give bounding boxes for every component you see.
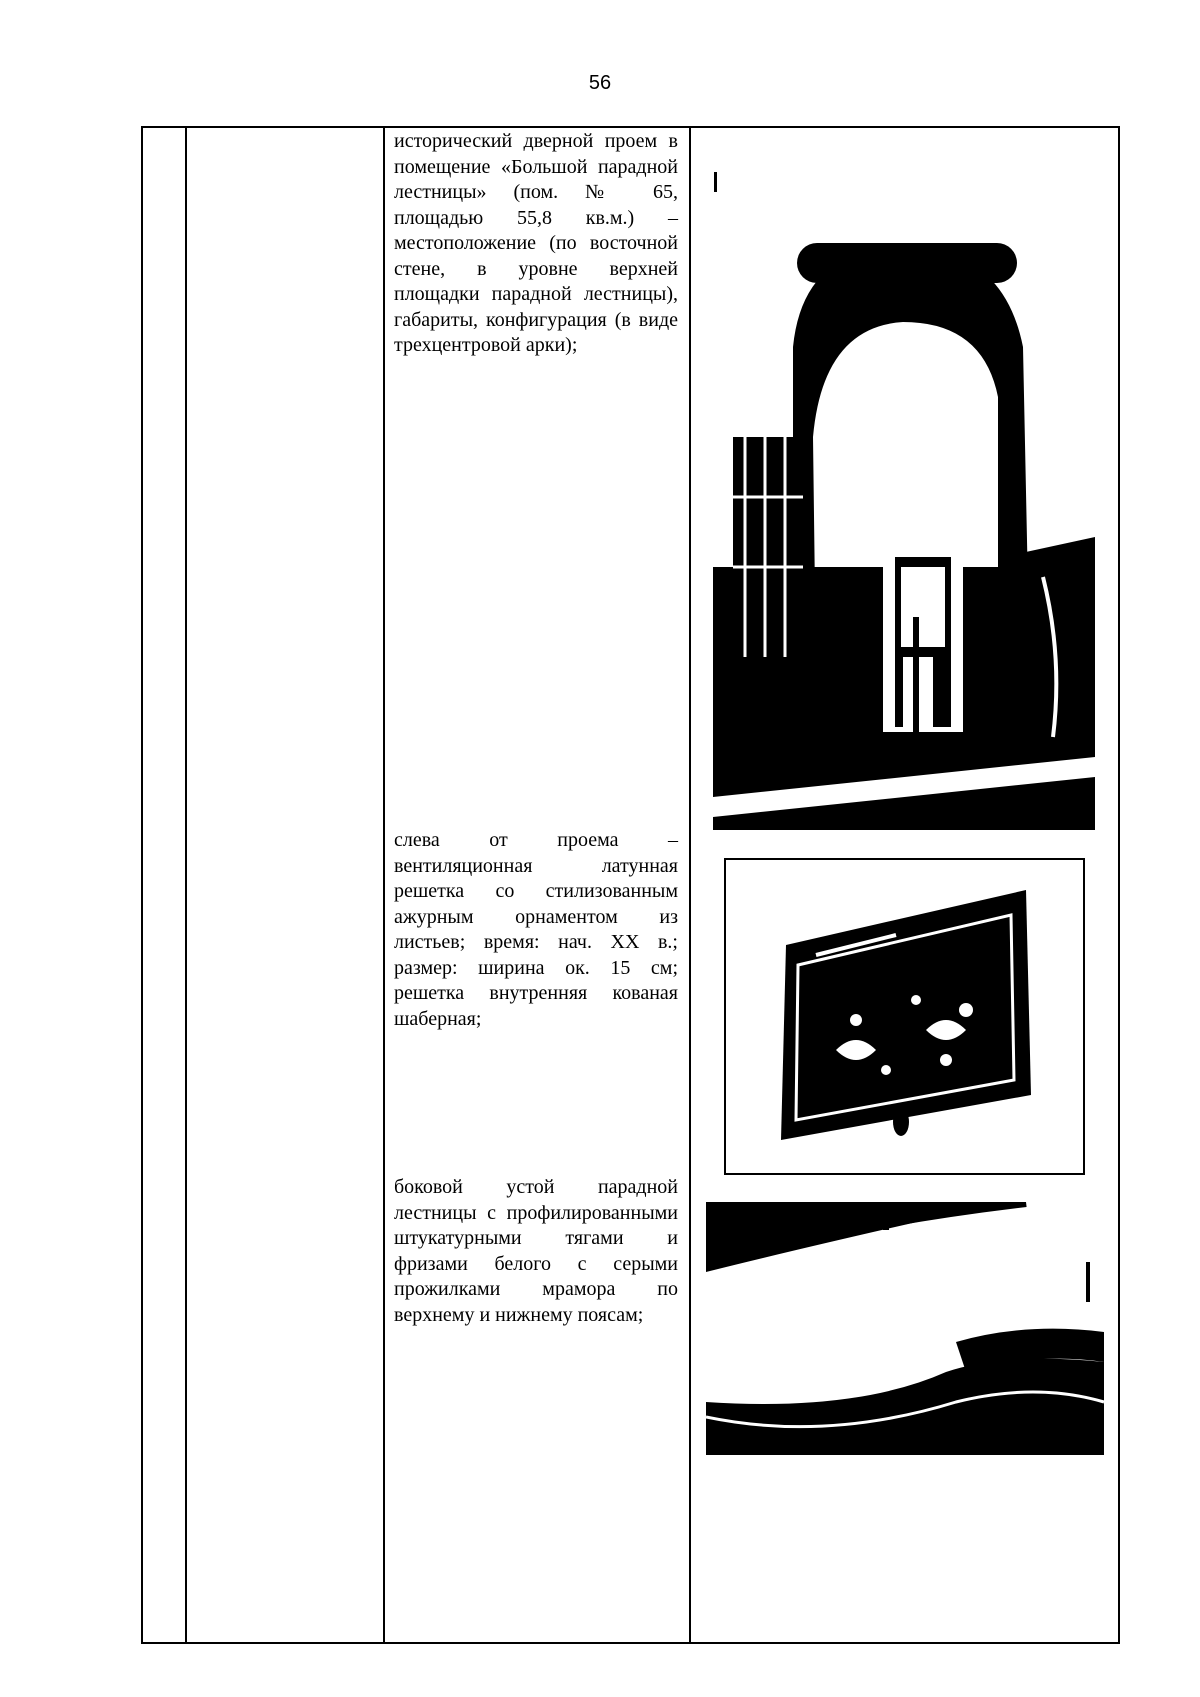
ventilation-grille-photo-icon: [724, 858, 1085, 1175]
arched-doorway-photo-icon: [713, 237, 1095, 830]
margin-mark: [714, 172, 717, 192]
page-number: 56: [588, 72, 612, 94]
column-divider: [185, 128, 187, 1642]
entry-description: боковой устой парадной лестницы с профилированными штукатурными тягами и фризами белого с серыми прожилками мрамора по верхнему и нижнему поясам;: [394, 1176, 678, 1326]
staircase-side-photo-icon: [706, 1202, 1104, 1455]
column-divider: [689, 128, 691, 1642]
entry-description: слева от проема – вентиляционная латунная решетка со стилизованным ажурным орнаментом из листьев; время: нач. XX в.; размер: ширина ок. 15 см; решетка внутренняя кованая шаберная;: [394, 829, 678, 1030]
column-divider: [383, 128, 385, 1642]
entry-description: исторический дверной проем в помещение «Большой парадной лестницы» (пом. № 65, площадью 55,8 кв.м.) – местоположение (по восточной стене, в уровне верхней площадки парадной лестницы), габариты, конфигурация (в виде трехцентровой арки);: [394, 130, 678, 356]
